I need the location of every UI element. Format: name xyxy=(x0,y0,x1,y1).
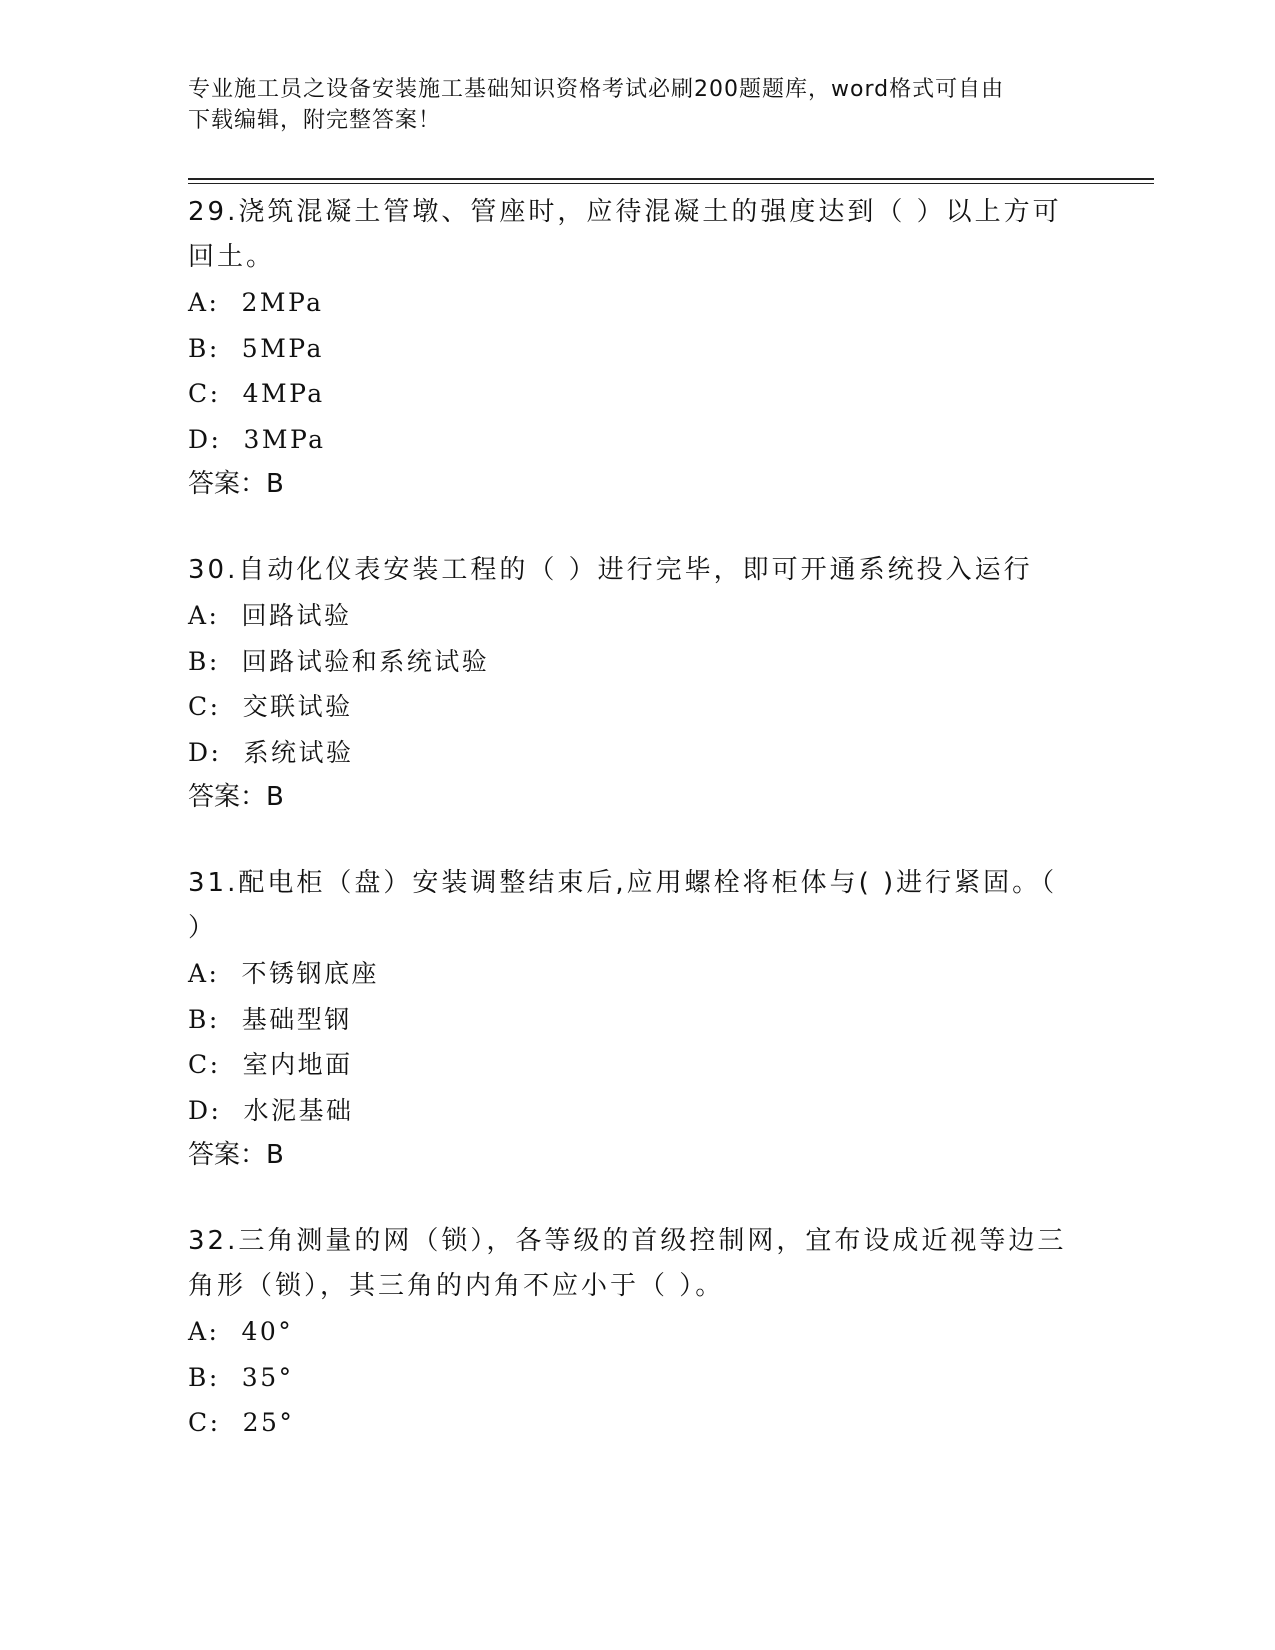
question-31 xyxy=(188,861,1068,1177)
option-letter: A: xyxy=(188,601,220,630)
option-letter: A: xyxy=(188,959,220,988)
question-32 xyxy=(188,1219,1068,1446)
option-letter: B: xyxy=(188,1004,220,1034)
answer-line: 答案：B xyxy=(188,1140,284,1170)
question-stem: 30.自动化仪表安装工程的（ ）进行完毕，即可开通系统投入运行 xyxy=(188,555,1033,585)
option-text: 35° xyxy=(241,1362,294,1392)
option-letter: B: xyxy=(188,646,220,676)
option-text: 回路试验和系统试验 xyxy=(241,646,490,676)
option-letter: D: xyxy=(188,424,222,454)
option-letter: B: xyxy=(188,333,220,363)
option-d xyxy=(188,417,1068,463)
option-text: 水泥基础 xyxy=(243,1095,354,1125)
option-letter: D: xyxy=(188,1095,222,1125)
header-line-2: 下载编辑，附完整答案！ xyxy=(188,108,442,133)
question-stem: 32.三角测量的网（锁），各等级的首级控制网，宜布设成近视等边三角形（锁），其三角的内角不应小于（ ）。 xyxy=(188,1226,1067,1301)
question-29 xyxy=(188,190,1068,506)
option-text: 40° xyxy=(241,1317,294,1346)
option-c xyxy=(188,684,1068,730)
option-c xyxy=(188,1042,1068,1088)
option-b xyxy=(188,997,1068,1043)
option-b xyxy=(188,1355,1068,1401)
option-b xyxy=(188,639,1068,685)
option-text: 回路试验 xyxy=(241,601,352,630)
option-d xyxy=(188,1088,1068,1134)
option-text: 交联试验 xyxy=(242,692,353,721)
header-line-1: 专业施工员之设备安装施工基础知识资格考试必刷200题题库，word格式可自由 xyxy=(188,77,1005,102)
option-letter: A: xyxy=(188,1317,220,1346)
option-text: 室内地面 xyxy=(242,1050,353,1079)
question-30 xyxy=(188,548,1068,819)
option-text: 3MPa xyxy=(243,424,326,454)
question-list xyxy=(188,190,1068,1488)
option-a xyxy=(188,280,1068,326)
header-divider-thin xyxy=(188,183,1154,184)
answer-line: 答案：B xyxy=(188,469,284,499)
option-text: 2MPa xyxy=(241,288,324,317)
option-letter: C: xyxy=(188,1408,221,1437)
question-stem: 29.浇筑混凝土管墩、管座时，应待混凝土的强度达到（ ）以上方可回土。 xyxy=(188,197,1062,272)
option-a xyxy=(188,951,1068,997)
option-text: 5MPa xyxy=(241,333,324,363)
option-letter: D: xyxy=(188,737,222,767)
option-text: 系统试验 xyxy=(243,737,354,767)
option-text: 4MPa xyxy=(242,379,325,408)
option-letter: A: xyxy=(188,288,220,317)
document-header xyxy=(188,74,1068,136)
option-text: 不锈钢底座 xyxy=(241,959,379,988)
option-c xyxy=(188,371,1068,417)
question-stem: 31.配电柜（盘）安装调整结束后,应用螺栓将柜体与( )进行紧固。（ ） xyxy=(188,868,1058,943)
option-text: 基础型钢 xyxy=(241,1004,352,1034)
option-letter: B: xyxy=(188,1362,220,1392)
option-b xyxy=(188,326,1068,372)
option-text: 25° xyxy=(242,1408,295,1437)
option-c xyxy=(188,1400,1068,1446)
header-divider-thick xyxy=(188,178,1154,180)
option-letter: C: xyxy=(188,692,221,721)
option-d xyxy=(188,730,1068,776)
option-a xyxy=(188,593,1068,639)
option-letter: C: xyxy=(188,1050,221,1079)
option-a xyxy=(188,1309,1068,1355)
answer-line: 答案：B xyxy=(188,782,284,812)
option-letter: C: xyxy=(188,379,221,408)
